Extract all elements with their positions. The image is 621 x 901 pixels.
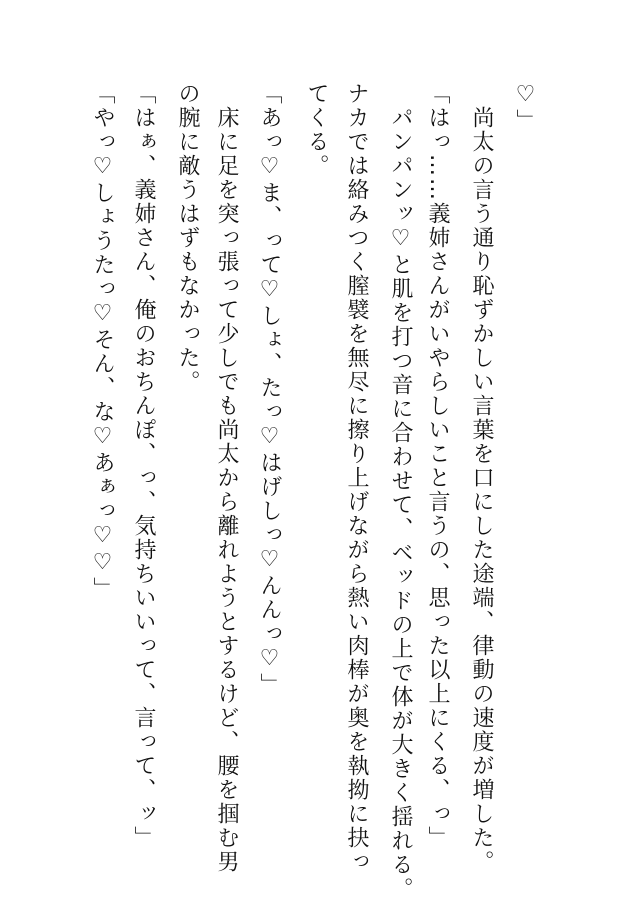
text-column-11: 「やっ♡しょうたっ♡そん、な♡あぁっ♡♡」 [90,82,115,601]
text-column-1: ♡」 [513,82,538,133]
text-column-8: 床に足を突っ張って少しでも尚太から離れようとするけど、腰を掴む男 [214,82,239,874]
text-column-6: てくる。 [304,82,329,178]
text-column-7: 「あっ♡ま、って♡しょ、たっ♡はげしっ♡んんっ♡」 [257,82,282,697]
text-column-4: パンパンッ♡と肌を打つ音に合わせて、ベッドの上で体が大きく揺れる。 [388,82,413,901]
text-column-10: 「はぁ、義姉さん、俺のおちんぽ、っ、気持ちいいって、言って、ッ」 [131,82,156,850]
text-column-2: 尚太の言う通り恥ずかしい言葉を口にした途端、律動の速度が増した。 [469,82,494,874]
text-column-3: 「はっ……義姉さんがいやらしいこと言うの、思った以上にくる、っ」 [425,82,450,850]
text-column-5: ナカでは絡みつく膣襞を無尽に擦り上げながら熱い肉棒が奥を執拗に抉っ [344,82,369,874]
text-column-9: の腕に敵うはずもなかった。 [175,82,200,394]
